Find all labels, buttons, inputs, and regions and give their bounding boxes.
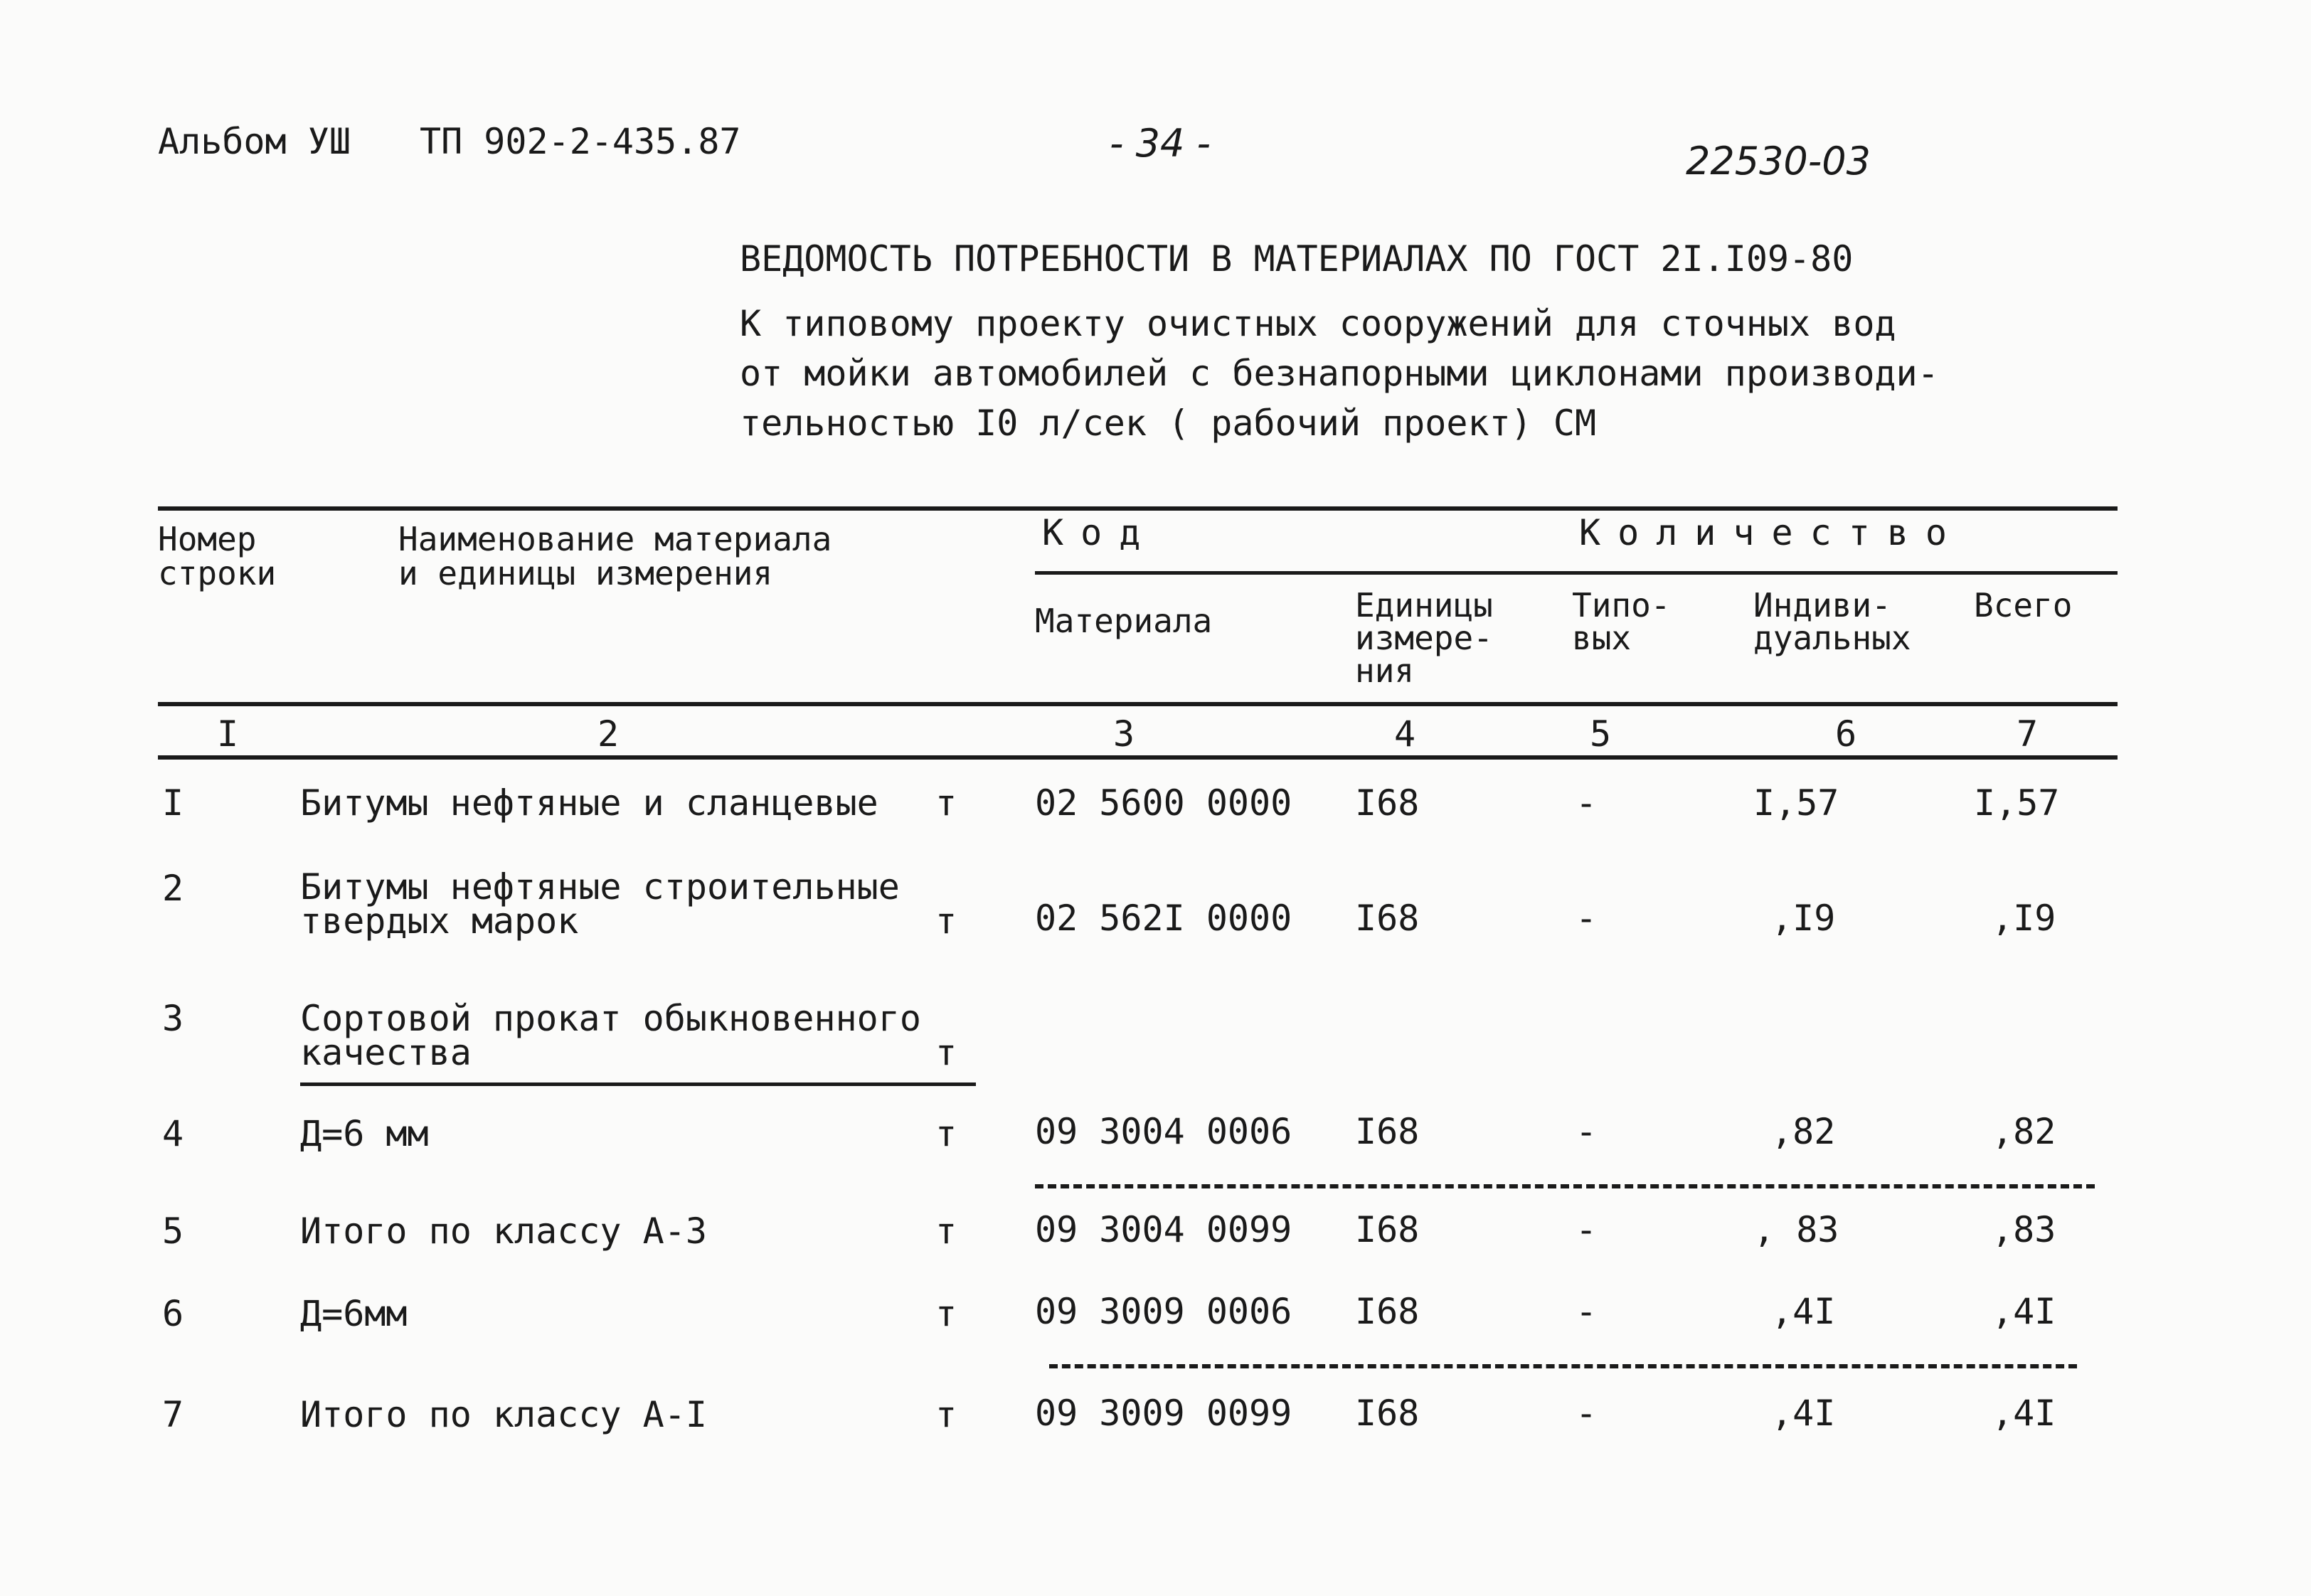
header-name-1: Наименование материала: [398, 520, 832, 558]
col-number-3: 3: [1113, 713, 1135, 755]
col-number-7: 7: [2017, 713, 2039, 755]
header-unit-1: Единицы: [1355, 586, 1493, 624]
dashed-separator: [1049, 1364, 2077, 1368]
material-code: 09 3004 0006: [1035, 1111, 1292, 1152]
row-number: 7: [162, 1394, 184, 1435]
header-name-2: и единицы измерения: [398, 554, 773, 592]
header-individual-1: Индиви-: [1753, 586, 1891, 624]
project-number: ТП 902-2-435.87: [420, 121, 741, 162]
typical-qty: -: [1576, 1393, 1598, 1434]
unit-mark: т: [935, 782, 957, 824]
row-number: 6: [162, 1293, 184, 1334]
unit-mark: т: [935, 1293, 957, 1334]
typical-qty: -: [1576, 898, 1598, 939]
individual-qty: I,57: [1753, 782, 1839, 824]
header-individual-2: дуальных: [1753, 619, 1911, 657]
header-code-group: Код: [1042, 512, 1158, 553]
individual-qty: ,4I: [1771, 1291, 1836, 1332]
col-number-4: 4: [1394, 713, 1416, 755]
material-name-line-1: Битумы нефтяные строительные: [300, 866, 900, 908]
unit-code: I68: [1355, 1209, 1420, 1250]
unit-code: I68: [1355, 1111, 1420, 1152]
col-number-2: 2: [597, 713, 620, 755]
typical-qty: -: [1576, 1111, 1598, 1152]
header-typical-1: Типо-: [1572, 586, 1671, 624]
material-name: Битумы нефтяные и сланцевые: [300, 782, 878, 824]
total-qty: I,57: [1974, 782, 2060, 824]
album-label: Альбом УШ: [158, 121, 351, 162]
col-numbers-rule: [158, 755, 2118, 760]
subheader-rule: [1035, 571, 2118, 575]
row-number: 3: [162, 998, 184, 1039]
material-name-line-2: качества: [300, 1032, 472, 1073]
document-code: 22530-03: [1686, 139, 1871, 183]
col-number-5: 5: [1590, 713, 1612, 755]
material-code: 09 3009 0006: [1035, 1291, 1292, 1332]
total-qty: ,4I: [1992, 1291, 2056, 1332]
header-total: Всего: [1974, 586, 2073, 624]
typical-qty: -: [1576, 1291, 1598, 1332]
dashed-separator: [1035, 1184, 2095, 1188]
col-number-1: I: [217, 713, 239, 755]
total-qty: ,4I: [1992, 1393, 2056, 1434]
row-number: 5: [162, 1211, 184, 1252]
unit-mark: т: [935, 1211, 957, 1252]
subtitle-line-1: К типовому проекту очистных сооружений для сточных вод: [740, 303, 1896, 344]
header-typical-2: вых: [1572, 619, 1632, 657]
total-qty: ,I9: [1992, 898, 2056, 939]
header-row-no-2: строки: [158, 554, 277, 592]
unit-mark: т: [935, 1032, 957, 1073]
page-number: - 34 -: [1110, 121, 1211, 166]
typical-qty: -: [1576, 1209, 1598, 1250]
individual-qty: ,82: [1771, 1111, 1836, 1152]
total-qty: ,83: [1992, 1209, 2056, 1250]
header-material: Материала: [1035, 602, 1213, 640]
material-name: Д=6мм: [300, 1293, 408, 1334]
individual-qty: , 83: [1753, 1209, 1839, 1250]
total-qty: ,82: [1992, 1111, 2056, 1152]
header-unit-3: ния: [1355, 651, 1415, 690]
individual-qty: ,4I: [1771, 1393, 1836, 1434]
header-unit-2: измере-: [1355, 619, 1493, 657]
unit-code: I68: [1355, 1291, 1420, 1332]
header-row-no-1: Номер: [158, 520, 257, 558]
unit-mark: т: [935, 1113, 957, 1154]
row-number: I: [162, 782, 184, 824]
unit-mark: т: [935, 900, 957, 942]
individual-qty: ,I9: [1771, 898, 1836, 939]
material-code: 02 5600 0000: [1035, 782, 1292, 824]
unit-code: I68: [1355, 898, 1420, 939]
row-number: 2: [162, 868, 184, 909]
unit-code: I68: [1355, 1393, 1420, 1434]
material-code: 09 3009 0099: [1035, 1393, 1292, 1434]
material-code: 02 562I 0000: [1035, 898, 1292, 939]
header-bottom-rule: [158, 702, 2118, 706]
row-number: 4: [162, 1113, 184, 1154]
table-top-rule: [158, 506, 2118, 511]
typical-qty: -: [1576, 782, 1598, 824]
header-quantity-group: Количество: [1579, 512, 1965, 553]
material-name-line-1: Сортовой прокат обыкновенного: [300, 998, 921, 1039]
col-number-6: 6: [1835, 713, 1857, 755]
material-code: 09 3004 0099: [1035, 1209, 1292, 1250]
unit-mark: т: [935, 1394, 957, 1435]
subtitle-line-3: тельностью I0 л/сек ( рабочий проект) СМ: [740, 403, 1597, 444]
unit-code: I68: [1355, 782, 1420, 824]
material-name: Итого по классу А-I: [300, 1394, 707, 1435]
subtitle-line-2: от мойки автомобилей с безнапорными циклонами производи-: [740, 353, 1939, 394]
material-name: Д=6 мм: [300, 1113, 429, 1154]
section-underline: [300, 1082, 976, 1086]
material-name-line-2: твердых марок: [300, 900, 579, 942]
document-title: ВЕДОМОСТЬ ПОТРЕБНОСТИ В МАТЕРИАЛАХ ПО ГОСТ 2I.I09-80: [740, 238, 1854, 280]
material-name: Итого по классу А-3: [300, 1211, 707, 1252]
